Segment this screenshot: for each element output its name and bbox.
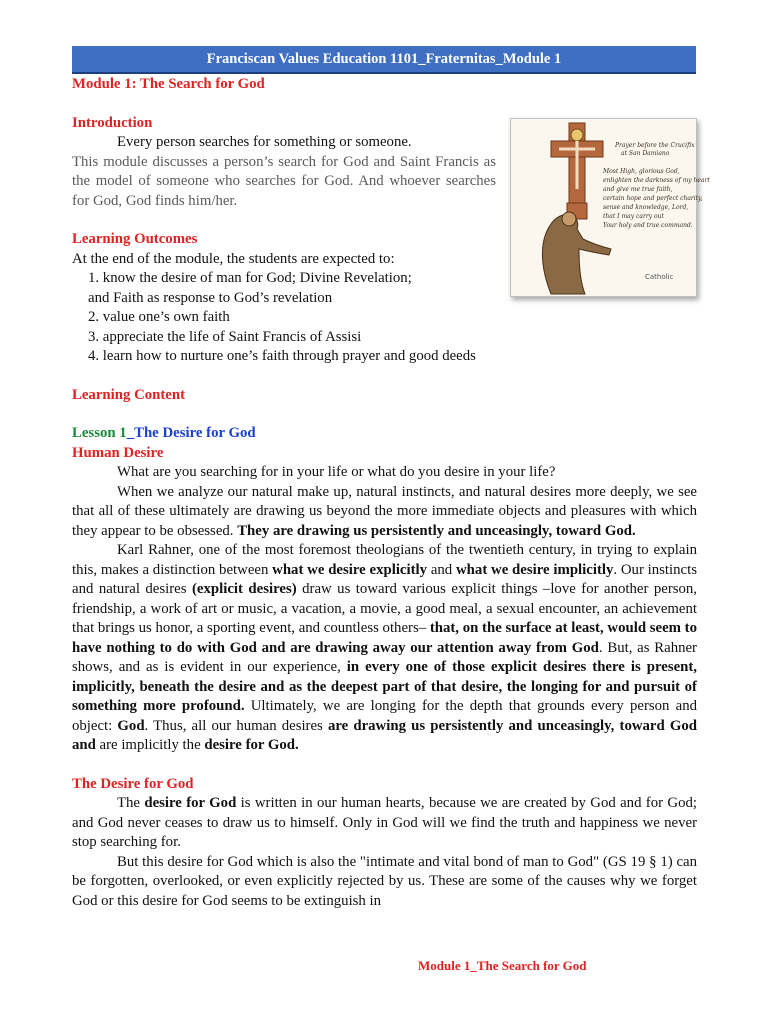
bold-run: what we desire implicitly <box>456 561 614 578</box>
bold-run: (explicit desires) <box>191 581 297 597</box>
text-run: . Our instincts and natural desires <box>72 561 697 597</box>
paragraph-desire-forgotten: But this desire for God which is also the "intimate and vital bond of man to God" (GS 19 § 1) can be forgotten, overlooked, or even explicitly rejected by us. These are some of the causes why we forget God or this desire for God seems to be extinguish in <box>72 853 697 909</box>
outcomes-intro: At the end of the module, the students are expected to: <box>72 250 395 267</box>
outcomes-list <box>72 269 697 367</box>
bold-run: in every one of those explicit desires there is present, implicitly, beneath the desire and as the deepest part of that desire, the longing for and pursuit of something more profound. <box>72 659 697 714</box>
figure-caption-line: Prayer before the Crucifix <box>615 142 695 149</box>
text-run: When we analyze our natural make up, natural instincts, and natural desires more deeply, we see that all of these ultimately are drawing us beyond the more immediate objects and pleasures with which they appear to be obsessed. <box>72 483 697 539</box>
text-run: draw us toward various explicit things –love for another person, friendship, a work of art or music, a vacation, a movie, a good meal, a sexual encounter, an achievement that brings us honor, a sporting event, and countless others– <box>72 581 698 636</box>
paragraph-natural-desires <box>72 483 697 542</box>
figure-prayer-line: Your holy and true command. <box>603 222 693 229</box>
document-body <box>72 75 697 911</box>
human-desire-heading: Human Desire <box>72 444 164 461</box>
header-title: Franciscan Values Education 1101_Fraternitas_Module 1 <box>206 50 562 67</box>
figure-prayer-line: and give me true faith, <box>603 186 673 193</box>
figure-prayer-line: sense and knowledge, Lord, <box>603 204 689 211</box>
bold-run: They are drawing us persistently and unceasingly, toward God. <box>237 522 636 539</box>
figure-prayer-line: certain hope and perfect charity, <box>603 195 703 202</box>
learning-outcomes-heading: Learning Outcomes <box>72 231 198 247</box>
lesson-heading <box>72 424 697 444</box>
text-run: . Thus, all our human desires <box>144 717 328 734</box>
text-run: The <box>117 795 145 811</box>
bold-run: desire for God. <box>204 737 299 753</box>
figure-prayer-line: enlighten the darkness of my heart <box>603 177 710 184</box>
desire-for-god-heading: The Desire for God <box>72 775 194 792</box>
lesson-prefix: Lesson 1 <box>72 425 127 441</box>
page-footer: Module 1_The Search for God <box>418 958 587 973</box>
bold-run: desire for God <box>144 795 237 811</box>
text-run: . But, as Rahner shows, and as is evident in our experience, <box>72 639 697 675</box>
outcome-item: 1. know the desire of man for God; Divine Revelation; <box>88 270 412 286</box>
learning-content-heading: Learning Content <box>72 386 186 403</box>
figure-caption-line: at San Damiano <box>621 150 670 157</box>
module-title: Module 1: The Search for God <box>72 76 265 92</box>
introduction-heading: Introduction <box>72 114 153 131</box>
introduction-paragraph <box>72 133 496 211</box>
text-run: is written in our human hearts, because we are created by God and for God; and God never ceases to draw us to himself. Only in God will we find the truth and happiness we never stop searching for. <box>72 795 697 850</box>
lesson-title: _The Desire for God <box>126 425 256 441</box>
bold-run: what we desire explicitly <box>272 561 428 578</box>
figure-logo: Catholic <box>645 273 674 281</box>
text-run: Ultimately, we are longing for the depth that grounds every person and object: <box>72 698 698 734</box>
intro-line: Every person searches for something or someone. <box>117 134 412 150</box>
paragraph-desire-written <box>72 794 697 853</box>
figure-prayer-line: that I may carry out <box>603 213 664 220</box>
bold-run: are drawing us persistently and unceasingly, toward God and <box>72 717 697 753</box>
outcome-item: 3. appreciate the life of Saint Francis of Assisi <box>88 328 362 345</box>
bold-run: God <box>117 717 145 734</box>
intro-rest: This module discusses a person’s search for God and Saint Francis as the model of someone who searches for God. And whoever searches for God, God finds him/her. <box>72 153 496 209</box>
document-header-banner <box>72 46 696 74</box>
outcome-item: 4. learn how to nurture one’s faith through prayer and good deeds <box>88 348 476 364</box>
text-run: are implicitly the <box>95 737 205 753</box>
text-run: Karl Rahner, one of the most foremost theologians of the twentieth century, in trying to explain this, makes a distinction between <box>72 542 697 578</box>
outcome-item: and Faith as response to God’s revelation <box>88 289 333 306</box>
bold-run: that, on the surface at least, would seem to have nothing to do with God and are drawing away our attention away from God <box>72 620 698 656</box>
figure-prayer-line: Most High, glorious God, <box>603 168 680 175</box>
outcome-item: 2. value one’s own faith <box>88 309 230 325</box>
text-run: and <box>427 561 456 578</box>
paragraph-rahner <box>72 541 697 756</box>
question-paragraph: What are you searching for in your life or what do you desire in your life? <box>117 464 556 480</box>
